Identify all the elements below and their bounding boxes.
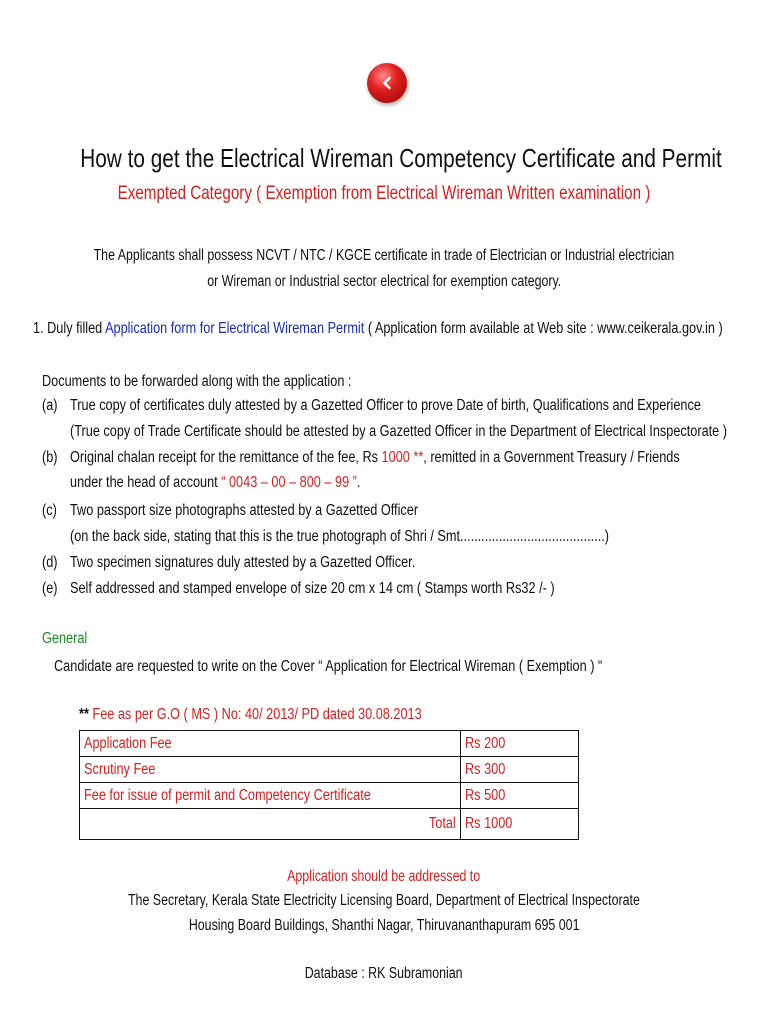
page-title: How to get the Electrical Wireman Competency Certificate and Permit	[80, 143, 722, 173]
table-row: Application Fee Rs 200	[80, 731, 579, 757]
table-row: Scrutiny Fee Rs 300	[80, 757, 579, 783]
item-b-line-1: Original chalan receipt for the remittance of the fee, Rs 1000 **, remitted in a Government Treasury / Friends	[70, 449, 680, 466]
total-label: Total	[80, 809, 461, 840]
back-arrow-icon	[379, 75, 395, 91]
table-row: Fee for issue of permit and Competency Certificate Rs 500	[80, 783, 579, 809]
intro-line-2: or Wireman or Industrial sector electrical for exemption category.	[207, 273, 561, 290]
item-d-line-1: Two specimen signatures duly attested by a Gazetted Officer.	[70, 554, 416, 571]
item-a-line-2: (True copy of Trade Certificate should be attested by a Gazetted Officer in the Department of Electrical Inspectorate )	[70, 423, 728, 440]
item-c-line-2: (on the back side, stating that this is the true photograph of Shri / Smt.........................................)	[70, 528, 610, 545]
item-a-label: (a)	[42, 397, 58, 414]
item-e-line-1: Self addressed and stamped envelope of size 20 cm x 14 cm ( Stamps worth Rs32 /- )	[70, 580, 555, 597]
item-c-line-1: Two passport size photographs attested by a Gazetted Officer	[70, 502, 419, 519]
address-line-1: The Secretary, Kerala State Electricity Licensing Board, Department of Electrical Inspectorate	[128, 892, 640, 909]
general-heading: General	[42, 630, 88, 647]
fee-amount: 1000 **	[381, 449, 424, 466]
step-1: 1. Duly filled Application form for Electrical Wireman Permit ( Application form available at Web site : www.ceikerala.gov.in )	[33, 320, 723, 337]
item-a-line-1: True copy of certificates duly attested by a Gazetted Officer to prove Date of birth, Qualifications and Experience	[70, 397, 701, 414]
total-amount: Rs 1000	[461, 809, 579, 840]
item-d-label: (d)	[42, 554, 58, 571]
table-row-total	[80, 809, 579, 840]
item-b-label: (b)	[42, 449, 58, 466]
footer-credit: Database : RK Subramonian	[305, 965, 463, 982]
general-text: Candidate are requested to write on the Cover “ Application for Electrical Wireman ( Exemption ) “	[54, 658, 603, 675]
address-heading: Application should be addressed to	[287, 868, 481, 885]
page-subtitle: Exempted Category ( Exemption from Electrical Wireman Written examination )	[117, 183, 651, 204]
intro-line-1: The Applicants shall possess NCVT / NTC / KGCE certificate in trade of Electrician or Industrial electrician	[93, 247, 675, 264]
fee-note: ** Fee as per G.O ( MS ) No: 40/ 2013/ PD dated 30.08.2013	[79, 706, 422, 723]
fee-table	[79, 730, 579, 840]
address-line-2: Housing Board Buildings, Shanthi Nagar, Thiruvananthapuram 695 001	[188, 917, 580, 934]
documents-heading: Documents to be forwarded along with the application :	[42, 373, 352, 390]
application-form-link[interactable]: Application form for Electrical Wireman Permit	[105, 320, 365, 337]
back-button[interactable]	[367, 63, 407, 103]
item-e-label: (e)	[42, 580, 58, 597]
item-c-label: (c)	[42, 502, 57, 519]
item-b-line-2: under the head of account “ 0043 – 00 – 800 – 99 ”.	[70, 474, 361, 491]
account-head: “ 0043 – 00 – 800 – 99 ”	[221, 474, 357, 491]
